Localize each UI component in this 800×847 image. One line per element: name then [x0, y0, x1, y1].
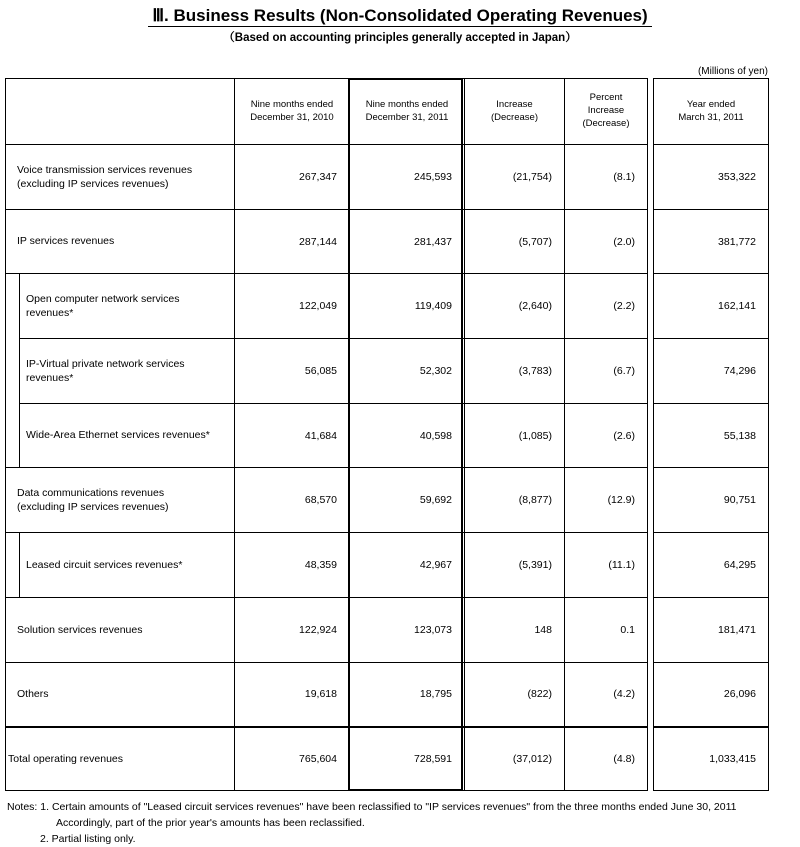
value-increase: (8,877)	[465, 468, 565, 533]
table-row	[6, 468, 769, 533]
value-increase: (37,012)	[465, 727, 565, 791]
total-row	[6, 727, 769, 791]
value-2011: 42,967	[350, 533, 465, 598]
value-2011: 40,598	[350, 404, 465, 468]
value-percent: 0.1	[565, 598, 648, 663]
page-title: Ⅲ. Business Results (Non-Consolidated Operating Revenues)	[0, 6, 800, 26]
value-year: 353,322	[654, 145, 769, 210]
header-nine-months-2011: Nine months ended December 31, 2011	[350, 79, 465, 145]
value-year: 1,033,415	[654, 727, 769, 791]
value-year: 381,772	[654, 210, 769, 274]
value-year: 181,471	[654, 598, 769, 663]
table-row	[6, 210, 769, 274]
value-2011: 18,795	[350, 663, 465, 727]
value-percent: (2.0)	[565, 210, 648, 274]
value-percent: (4.2)	[565, 663, 648, 727]
value-2011: 123,073	[350, 598, 465, 663]
table-row	[6, 598, 769, 663]
indent-cell	[6, 339, 20, 404]
value-year: 90,751	[654, 468, 769, 533]
row-label: Wide-Area Ethernet services revenues*	[20, 404, 235, 468]
row-label: Others	[6, 663, 235, 727]
table-row	[6, 404, 769, 468]
value-2010: 48,359	[235, 533, 350, 598]
value-2011: 281,437	[350, 210, 465, 274]
value-year: 55,138	[654, 404, 769, 468]
value-percent: (8.1)	[565, 145, 648, 210]
header-percent-increase: Percent Increase (Decrease)	[565, 79, 648, 145]
table-row	[6, 663, 769, 727]
notes	[7, 799, 737, 847]
value-2011: 119,409	[350, 274, 465, 339]
value-2010: 56,085	[235, 339, 350, 404]
value-percent: (2.2)	[565, 274, 648, 339]
value-2011: 52,302	[350, 339, 465, 404]
table-row	[6, 533, 769, 598]
value-increase: (2,640)	[465, 274, 565, 339]
row-label: IP services revenues	[6, 210, 235, 274]
value-2010: 287,144	[235, 210, 350, 274]
value-2010: 122,049	[235, 274, 350, 339]
indent-cell	[6, 533, 20, 598]
value-year: 74,296	[654, 339, 769, 404]
revenues-table	[5, 78, 769, 791]
row-label: Voice transmission services revenues (excluding IP services revenues)	[6, 145, 235, 210]
value-2010: 19,618	[235, 663, 350, 727]
row-label: Solution services revenues	[6, 598, 235, 663]
value-2010: 41,684	[235, 404, 350, 468]
value-increase: 148	[465, 598, 565, 663]
table-row	[6, 339, 769, 404]
note-2: 2. Partial listing only.	[40, 833, 136, 845]
table-row	[6, 145, 769, 210]
units-label: (Millions of yen)	[697, 66, 768, 77]
value-2011: 245,593	[350, 145, 465, 210]
header-year-ended: Year ended March 31, 2011	[654, 79, 769, 145]
note-1-continued: Accordingly, part of the prior year's amounts has been reclassified.	[56, 817, 365, 829]
table-row	[6, 274, 769, 339]
row-label: Open computer network services revenues*	[20, 274, 235, 339]
value-percent: (12.9)	[565, 468, 648, 533]
value-increase: (21,754)	[465, 145, 565, 210]
value-2010: 122,924	[235, 598, 350, 663]
value-increase: (3,783)	[465, 339, 565, 404]
value-year: 162,141	[654, 274, 769, 339]
value-increase: (822)	[465, 663, 565, 727]
value-percent: (2.6)	[565, 404, 648, 468]
header-label-cell	[6, 79, 235, 145]
row-label: Data communications revenues (excluding IP services revenues)	[6, 468, 235, 533]
value-2011: 728,591	[350, 727, 465, 791]
note-1: Notes: 1. Certain amounts of "Leased circuit services revenues" have been reclassified to "IP services revenues" from the three months ended June 30, 2011	[7, 801, 737, 813]
value-percent: (11.1)	[565, 533, 648, 598]
row-label: Leased circuit services revenues*	[20, 533, 235, 598]
row-label: IP-Virtual private network services revenues*	[20, 339, 235, 404]
value-year: 26,096	[654, 663, 769, 727]
value-percent: (4.8)	[565, 727, 648, 791]
indent-cell	[6, 404, 20, 468]
header-increase: Increase (Decrease)	[465, 79, 565, 145]
value-2011: 59,692	[350, 468, 465, 533]
value-year: 64,295	[654, 533, 769, 598]
value-increase: (5,707)	[465, 210, 565, 274]
row-label: Total operating revenues	[6, 727, 235, 791]
header-nine-months-2010: Nine months ended December 31, 2010	[235, 79, 350, 145]
value-2010: 68,570	[235, 468, 350, 533]
value-increase: (5,391)	[465, 533, 565, 598]
value-2010: 267,347	[235, 145, 350, 210]
indent-cell	[6, 274, 20, 339]
value-2010: 765,604	[235, 727, 350, 791]
header-row	[6, 79, 769, 145]
page-subtitle: （Based on accounting principles generally accepted in Japan）	[223, 32, 577, 44]
value-increase: (1,085)	[465, 404, 565, 468]
value-percent: (6.7)	[565, 339, 648, 404]
